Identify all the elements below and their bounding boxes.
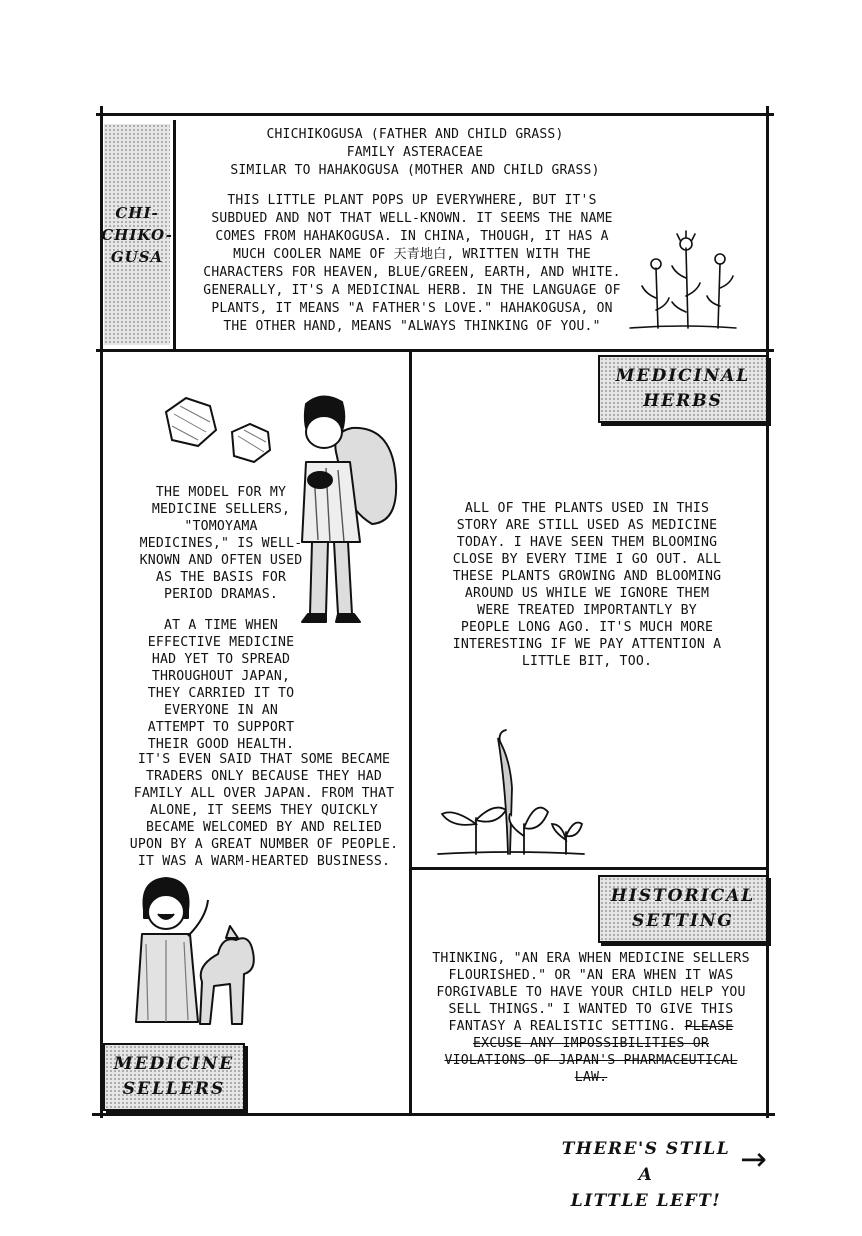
medicinal-herbs-label-text: MEDICINAL HERBS bbox=[615, 366, 751, 411]
medicinal-herbs-label bbox=[598, 355, 768, 423]
chichikogusa-heading-line: FAMILY ASTERACEAE bbox=[346, 145, 484, 160]
chichikogusa-heading bbox=[185, 126, 645, 180]
sprout-plant-icon bbox=[436, 728, 586, 858]
frame-top-border bbox=[96, 113, 774, 116]
medicine-sellers-paragraph-3: IT'S EVEN SAID THAT SOME BECAME TRADERS ONLY BECAUSE THEY HAD FAMILY ALL OVER JAPAN. FROM THAT ALONE, IT SEEMS THEY QUICKLY BECAME WELCOMED BY AND RELIED UPON BY A GREAT NUMBER OF PEOPLE. IT WAS A WARM-HEARTED BUSINESS. bbox=[129, 752, 399, 869]
historical-setting-text: THINKING, "AN ERA WHEN MEDICINE SELLERS FLOURISHED." OR "AN ERA WHEN IT WAS FORGIVABLE TO HAVE YOUR CHILD HELP YOU SELL THINGS." I WANTED TO GIVE THIS FANTASY A REALISTIC SETTING. bbox=[432, 951, 750, 1034]
chichikogusa-side-label bbox=[101, 124, 173, 345]
chichikogusa-body: THIS LITTLE PLANT POPS UP EVERYWHERE, BUT IT'S SUBDUED AND NOT THAT WELL-KNOWN. IT SEEMS THE NAME COMES FROM HAHAKOGUSA. IN CHINA, THOUGH, IT HAS A MUCH COOLER NAME OF 天青地白, WRITTEN WITH THE CHARACTERS FOR HEAVEN, BLUE/GREEN, EARTH, AND WHITE. GENERALLY, IT'S A MEDICINAL HERB. IN THE LANGUAGE OF PLANTS, IT MEANS "A FATHER'S LOVE." HAHAKOGUSA, ON THE OTHER HAND, MEANS "ALWAYS THINKING OF YOU." bbox=[203, 193, 621, 334]
medicine-packet-icon bbox=[158, 392, 278, 472]
chichikogusa-heading-line: CHICHIKOGUSA (FATHER AND CHILD GRASS) bbox=[266, 127, 564, 142]
medicine-sellers-paragraph-2: AT A TIME WHEN EFFECTIVE MEDICINE HAD YET TO SPREAD THROUGHOUT JAPAN, THEY CARRIED IT TO EVERYONE IN AN ATTEMPT TO SUPPORT THEIR GOOD HEALTH. bbox=[147, 618, 295, 752]
frame-center-divider bbox=[409, 349, 412, 1116]
medicine-sellers-label-text: MEDICINE SELLERS bbox=[113, 1054, 235, 1099]
historical-setting-body bbox=[430, 950, 752, 1086]
side-label-divider bbox=[173, 120, 176, 349]
frame-bottom-border bbox=[92, 1113, 775, 1116]
historical-setting-label-text: HISTORICAL SETTING bbox=[610, 886, 756, 931]
girl-with-dog-figure bbox=[126, 874, 266, 1028]
chichikogusa-side-label-text: CHI- CHIKO- GUSA bbox=[101, 203, 173, 266]
footer-note: THERE'S STILL A LITTLE LEFT! bbox=[561, 1139, 731, 1211]
chichikogusa-heading-line: SIMILAR TO HAHAKOGUSA (MOTHER AND CHILD GRASS) bbox=[230, 163, 600, 178]
frame-right-divider bbox=[409, 867, 769, 870]
medicine-seller-figure bbox=[292, 392, 402, 642]
medicine-sellers-label bbox=[103, 1043, 245, 1111]
historical-setting-struck-note: PLEASE EXCUSE ANY IMPOSSIBILITIES OR VIOLATIONS OF JAPAN'S PHARMACEUTICAL LAW. bbox=[444, 1019, 738, 1085]
medicine-sellers-text bbox=[138, 484, 304, 767]
frame-right-border bbox=[766, 106, 769, 1118]
historical-setting-label bbox=[598, 875, 768, 943]
flower-plant-icon bbox=[628, 228, 738, 332]
medicine-sellers-paragraph-1: THE MODEL FOR MY MEDICINE SELLERS, "TOMOYAMA MEDICINES," IS WELL-KNOWN AND OFTEN USED AS THE BASIS FOR PERIOD DRAMAS. bbox=[139, 485, 303, 602]
frame-row1-divider bbox=[96, 349, 774, 352]
medicinal-herbs-body: ALL OF THE PLANTS USED IN THIS STORY ARE STILL USED AS MEDICINE TODAY. I HAVE SEEN THEM BLOOMING CLOSE BY EVERY TIME I GO OUT. ALL THESE PLANTS GROWING AND BLOOMING AROUND US WHILE WE IGNORE THEM WERE TREATED IMPORTANTLY BY PEOPLE LONG AGO. IT'S MUCH MORE INTERESTING IF WE PAY ATTENTION A LITTLE BIT, TOO. bbox=[452, 501, 722, 669]
next-page-arrow-icon: → bbox=[740, 1140, 767, 1178]
